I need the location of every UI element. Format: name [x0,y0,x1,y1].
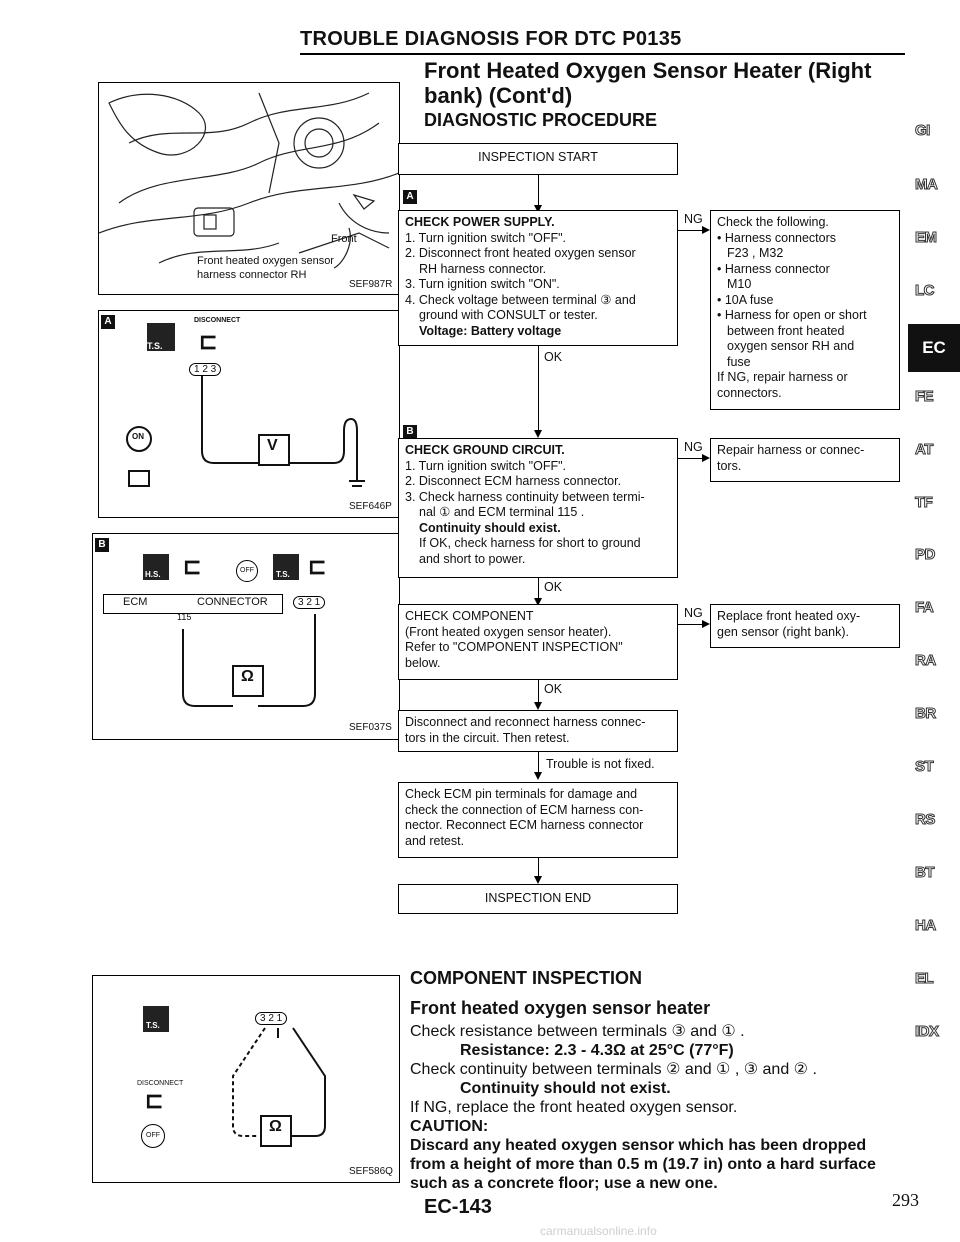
connector-line [538,752,539,774]
arrow [702,226,710,234]
trouble-not-fixed-label: Trouble is not fixed. [546,757,655,771]
inspection-end-box: INSPECTION END [398,884,678,914]
front-label: Front [331,233,357,245]
step-check-ecm-pins: Check ECM pin terminals for damage and check the connection of ECM harness con- nector. Reconnect ECM harness connector and retest. [398,782,678,858]
ignition-off-icon: OFF [141,1124,165,1148]
ng-label-1: NG [684,212,703,226]
ok-label-2: OK [544,580,563,594]
ng-line-3 [678,624,702,625]
ignition-off-icon: OFF [236,560,258,582]
figure-code: SEF646P [349,501,392,512]
flow-tag-a: A [403,190,417,204]
connector-label: harness connector RH [197,269,307,281]
step-check-component: CHECK COMPONENT (Front heated oxygen sensor heater). Refer to "COMPONENT INSPECTION" below. [398,604,678,680]
section-title: Front Heated Oxygen Sensor Heater (Right bank) (Cont'd) [424,58,872,108]
figure-ground-check [92,533,400,740]
sidebar-tab-fa[interactable]: FA [915,599,934,616]
sidebar-tab-st[interactable]: ST [915,758,934,775]
inspection-start-box: INSPECTION START [398,143,678,175]
tag-b: B [95,538,109,552]
ng-line-1 [678,230,702,231]
sidebar-tab-br[interactable]: BR [915,705,936,722]
sidebar-tab-lc[interactable]: LC [915,282,934,299]
sidebar-tab-pd[interactable]: PD [915,546,935,563]
sidebar-tab-ma[interactable]: MA [915,176,938,193]
ok-label-1: OK [544,350,563,364]
disconnect-label: DISCONNECT [137,1080,184,1087]
sidebar-tab-bt[interactable]: BT [915,864,934,881]
ng-line-2 [678,458,702,459]
sidebar-tab-at[interactable]: AT [915,441,933,458]
ts-label: T.S. [147,341,163,351]
hs-label: H.S. [145,570,161,579]
ohmmeter-icon: Ω [241,668,254,685]
ng-label-2: NG [684,440,703,454]
connector-icon: ⊏ [145,1088,164,1113]
arrow [534,430,542,438]
sidebar-tab-fe[interactable]: FE [915,388,934,405]
sidebar-tab-ra[interactable]: RA [915,652,936,669]
ts-label: T.S. [276,570,290,579]
connector-label: CONNECTOR [197,596,268,608]
figure-code: SEF586Q [349,1166,393,1177]
component-circuit-drawing [93,976,399,1182]
tag-a: A [101,315,115,329]
connector-icon: ⊏ [183,554,202,579]
figure-component-check [92,975,400,1183]
figure-code: SEF037S [349,722,392,733]
sidebar-tab-em[interactable]: EM [915,229,937,246]
connector-line [538,578,539,600]
figure-sensor-location [98,82,400,295]
power-circuit-drawing [99,311,399,517]
sidebar-tab-rs[interactable]: RS [915,811,935,828]
arrow [702,454,710,462]
sidebar-tab-gi[interactable]: GI [915,122,930,139]
watermark: carmanualsonline.info [540,1224,657,1238]
ecm-label: ECM [123,596,148,608]
arrow [534,772,542,780]
page-number: 293 [892,1190,919,1210]
arrow [702,620,710,628]
arrow [534,876,542,884]
ng-box-2: Repair harness or connec- tors. [710,438,900,482]
ohmmeter-icon: Ω [269,1118,282,1135]
ng-box-3: Replace front heated oxy- gen sensor (right bank). [710,604,900,648]
terminal-numbers: 1 2 3 [189,363,221,376]
connector-line [538,175,539,207]
voltmeter-icon: V [267,437,278,454]
arrow [534,702,542,710]
step-check-ground-circuit: CHECK GROUND CIRCUIT. 1. Turn ignition switch "OFF". 2. Disconnect ECM harness connector. 3. Check harness continuity between termi- nal ① and ECM terminal 115 . Continuity should exist. If OK, check harness for short to ground and short to power. [398,438,678,578]
figure-power-supply-check [98,310,400,518]
ground-circuit-drawing [93,534,399,739]
on-label: ON [132,432,144,441]
sidebar-tab-el[interactable]: EL [915,970,934,987]
connector-line [538,858,539,878]
page-header: TROUBLE DIAGNOSIS FOR DTC P0135 [300,28,682,50]
step-check-power-supply: CHECK POWER SUPPLY. 1. Turn ignition switch "OFF". 2. Disconnect front heated oxygen sensor RH harness connector. 3. Turn ignition switch "ON". 4. Check voltage between terminal ③ and ground with CONSULT or tester. Voltage: Battery voltage [398,210,678,346]
header-rule [300,53,905,55]
sidebar-tab-ha[interactable]: HA [915,917,936,934]
page-code: EC-143 [424,1196,492,1218]
ng-box-1: Check the following. • Harness connectors F23 , M32 • Harness connector M10 • 10A fuse • Harness for open or short between front heated oxygen sensor RH and fuse If NG, repair harness or connectors. [710,210,900,410]
connector-icon-2: ⊏ [308,554,327,579]
connector-icon: ⊏ [199,329,218,354]
step-reconnect: Disconnect and reconnect harness connec- tors in the circuit. Then retest. [398,710,678,752]
connector-line [538,346,539,432]
component-inspection-title: COMPONENT INSPECTION [410,968,643,988]
sidebar-tab-ec-active[interactable]: EC [908,324,960,372]
ok-label-3: OK [544,682,563,696]
sidebar-tab-idx[interactable]: IDX [915,1023,939,1040]
disconnect-label: DISCONNECT [194,317,241,324]
ng-label-3: NG [684,606,703,620]
component-subtitle: Front heated oxygen sensor heater [410,998,711,1018]
connector-line [538,680,539,704]
figure-code: SEF987R [349,279,393,290]
sidebar-tab-tf[interactable]: TF [915,494,933,511]
component-body: Check resistance between terminals ③ and ① . Resistance: 2.3 - 4.3Ω at 25°C (77°F) Check continuity between terminals ② and ① , ③ and ② . Continuity should not exist. If NG, replace the front heated oxygen sensor. CAUTION: Discard any heated oxygen sensor which has been dropped from a height of more than 0.5 m (19.7 in) onto a hard surface such as a concrete floor; use a new one. [410,1023,876,1192]
terminal-115: 115 [177,612,192,622]
terminal-numbers: 3 2 1 [255,1012,287,1025]
procedure-title: DIAGNOSTIC PROCEDURE [424,110,658,130]
sensor-label: Front heated oxygen sensor [197,255,334,267]
ts-label: T.S. [146,1021,160,1030]
flow-tag-b: B [403,425,417,439]
terminal-numbers: 3 2 1 [293,596,325,609]
